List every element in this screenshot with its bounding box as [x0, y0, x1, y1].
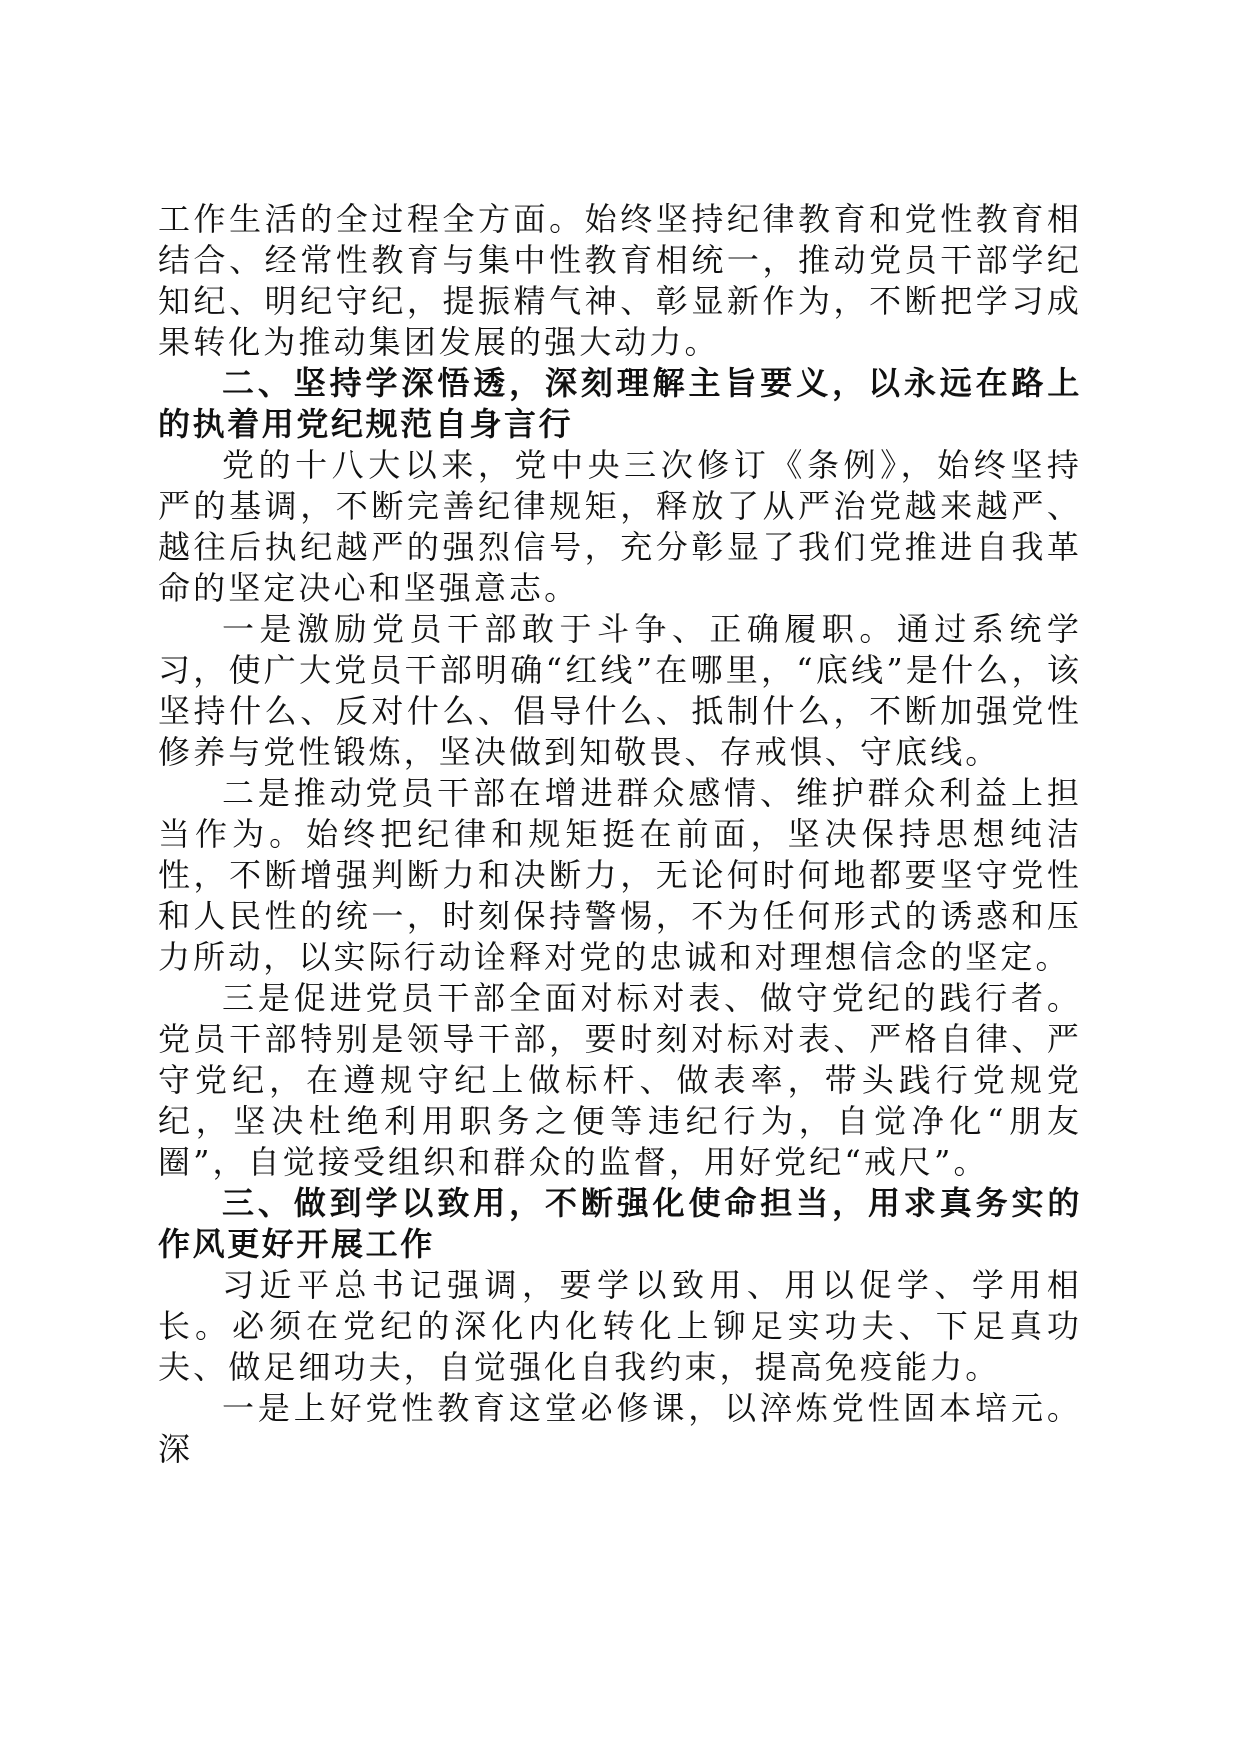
paragraph-point-one-continued: 一是上好党性教育这堂必修课，以淬炼党性固本培元。深 [158, 1389, 1082, 1468]
paragraph-point-one: 一是激励党员干部敢于斗争、正确履职。通过系统学习，使广大党员干部明确“红线”在哪里，“底线”是什么，该坚持什么、反对什么、倡导什么、抵制什么，不断加强党性修养与党性锻炼，坚决做到知敬畏、存戒惧、守底线。 [158, 610, 1082, 771]
paragraph-continuation: 工作生活的全过程全方面。始终坚持纪律教育和党性教育相结合、经常性教育与集中性教育相统一，推动党员干部学纪知纪、明纪守纪，提振精气神、彰显新作为，不断把学习成果转化为推动集团发展的强大动力。 [158, 200, 1082, 361]
paragraph-regulations-revision: 党的十八大以来，党中央三次修订《条例》，始终坚持严的基调，不断完善纪律规矩，释放了从严治党越来越严、越往后执纪越严的强烈信号，充分彰显了我们党推进自我革命的坚定决心和坚强意志。 [158, 446, 1082, 607]
paragraph-point-three: 三是促进党员干部全面对标对表、做守党纪的践行者。党员干部特别是领导干部，要时刻对标对表、严格自律、严守党纪，在遵规守纪上做标杆、做表率，带头践行党规党纪，坚决杜绝利用职务之便等违纪行为，自觉净化“朋友圈”，自觉接受组织和群众的监督，用好党纪“戒尺”。 [158, 979, 1082, 1181]
section-heading-two: 二、坚持学深悟透，深刻理解主旨要义，以永远在路上的执着用党纪规范自身言行 [158, 364, 1082, 443]
paragraph-point-two: 二是推动党员干部在增进群众感情、维护群众利益上担当作为。始终把纪律和规矩挺在前面，坚决保持思想纯洁性，不断增强判断力和决断力，无论何时何地都要坚守党性和人民性的统一，时刻保持警惕，不为任何形式的诱惑和压力所动，以实际行动诠释对党的忠诚和对理想信念的坚定。 [158, 774, 1082, 976]
paragraph-xi-quote: 习近平总书记强调，要学以致用、用以促学、学用相长。必须在党纪的深化内化转化上铆足实功夫、下足真功夫、做足细功夫，自觉强化自我约束，提高免疫能力。 [158, 1266, 1082, 1386]
section-heading-three: 三、做到学以致用，不断强化使命担当，用求真务实的作风更好开展工作 [158, 1184, 1082, 1263]
document-body [158, 199, 1082, 1470]
